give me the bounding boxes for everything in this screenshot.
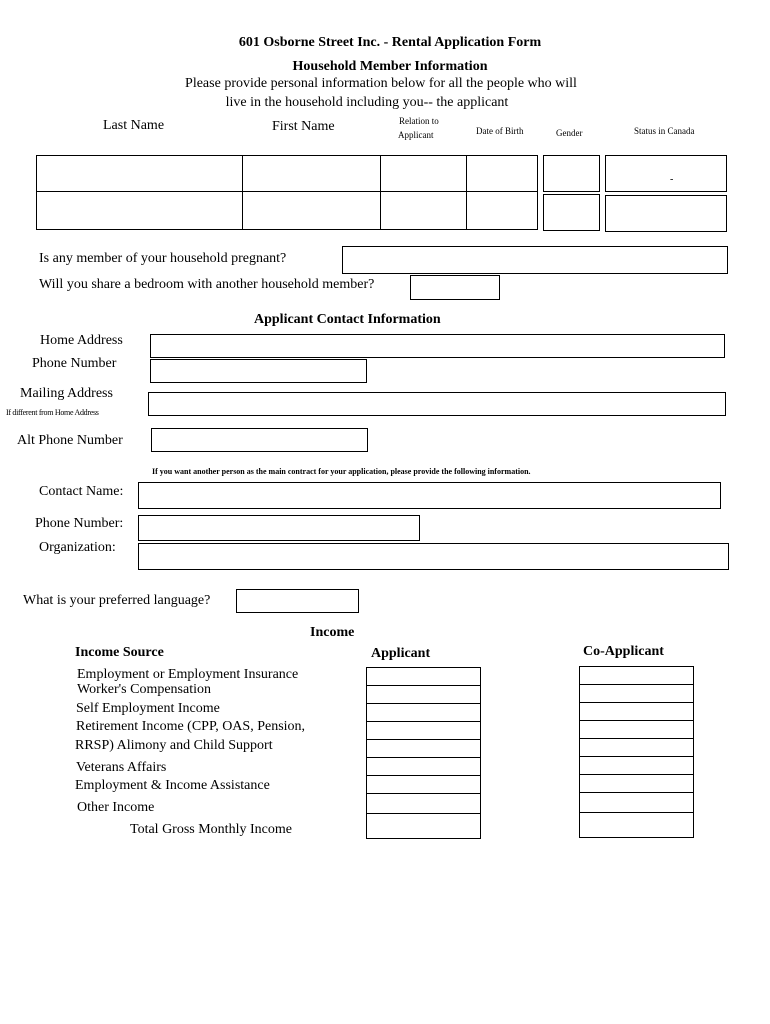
income-source-veterans: Veterans Affairs: [76, 760, 167, 775]
row1-gender-field[interactable]: [543, 155, 600, 192]
mailing-address-label: Mailing Address: [20, 386, 113, 401]
row1-last-name[interactable]: [36, 155, 243, 192]
household-heading: Household Member Information: [292, 59, 488, 74]
col-relation-line1: Relation to: [399, 116, 439, 126]
applicant-income-workers-comp[interactable]: [366, 685, 481, 704]
home-address-field[interactable]: [150, 334, 725, 358]
col-relation-line2: Applicant: [398, 130, 434, 140]
applicant-income-retirement[interactable]: [366, 721, 481, 740]
coapplicant-income-veterans[interactable]: [579, 756, 694, 775]
row2-gender-field[interactable]: [543, 194, 600, 231]
row1-status-field[interactable]: [605, 155, 727, 192]
coapplicant-income-self-employment[interactable]: [579, 702, 694, 721]
alt-phone-field[interactable]: [151, 428, 368, 452]
coapplicant-income-other[interactable]: [579, 792, 694, 813]
organization-label: Organization:: [39, 540, 116, 555]
income-source-retirement-2: RRSP) Alimony and Child Support: [75, 738, 273, 753]
contact-heading: Applicant Contact Information: [254, 312, 441, 327]
income-source-heading: Income Source: [75, 645, 164, 660]
applicant-income-assistance[interactable]: [366, 775, 481, 794]
coapplicant-heading: Co-Applicant: [583, 644, 664, 659]
contact-phone-field[interactable]: [138, 515, 420, 541]
col-gender: Gender: [556, 128, 583, 138]
mailing-address-field[interactable]: [148, 392, 726, 416]
income-heading: Income: [310, 625, 355, 640]
preferred-language-label: What is your preferred language?: [23, 593, 211, 608]
row1-status-value: -: [670, 174, 674, 185]
total-gross-income-label: Total Gross Monthly Income: [130, 822, 292, 837]
col-last-name: Last Name: [103, 118, 165, 133]
applicant-income-alimony[interactable]: [366, 739, 481, 758]
col-first-name: First Name: [272, 119, 335, 134]
row2-relation[interactable]: [380, 191, 467, 230]
income-source-workers-comp: Worker's Compensation: [77, 682, 211, 697]
contact-name-label: Contact Name:: [39, 484, 124, 499]
applicant-income-total[interactable]: [366, 813, 481, 839]
income-source-employment: Employment or Employment Insurance: [77, 667, 299, 682]
share-bedroom-field[interactable]: [410, 275, 500, 300]
row2-status-field[interactable]: [605, 195, 727, 232]
row2-date-of-birth[interactable]: [466, 191, 538, 230]
applicant-heading: Applicant: [371, 646, 431, 661]
row2-last-name[interactable]: [36, 191, 243, 230]
income-source-other: Other Income: [77, 800, 155, 815]
share-bedroom-question: Will you share a bedroom with another household member?: [39, 277, 375, 292]
row1-date-of-birth[interactable]: [466, 155, 538, 192]
coapplicant-income-assistance[interactable]: [579, 774, 694, 793]
row2-first-name[interactable]: [242, 191, 381, 230]
col-status: Status in Canada: [634, 126, 695, 136]
phone-number-label: Phone Number: [32, 356, 117, 371]
applicant-income-employment[interactable]: [366, 667, 481, 686]
page-title: 601 Osborne Street Inc. - Rental Application Form: [238, 35, 542, 50]
coapplicant-income-employment[interactable]: [579, 666, 694, 685]
coapplicant-income-workers-comp[interactable]: [579, 684, 694, 703]
coapplicant-income-retirement[interactable]: [579, 720, 694, 739]
row1-first-name[interactable]: [242, 155, 381, 192]
income-source-retirement-1: Retirement Income (CPP, OAS, Pension,: [76, 719, 306, 734]
home-address-label: Home Address: [40, 333, 123, 348]
household-instructions-1: Please provide personal information below for all the people who will: [185, 76, 577, 91]
applicant-income-veterans[interactable]: [366, 757, 481, 776]
organization-field[interactable]: [138, 543, 729, 570]
coapplicant-income-total[interactable]: [579, 812, 694, 838]
pregnant-question: Is any member of your household pregnant?: [39, 251, 287, 266]
coapplicant-income-alimony[interactable]: [579, 738, 694, 757]
other-person-note: If you want another person as the main contract for your application, please provide the following information.: [152, 467, 531, 476]
col-date-of-birth: Date of Birth: [476, 126, 524, 136]
contact-name-field[interactable]: [138, 482, 721, 509]
household-instructions-2: live in the household including you-- the applicant: [225, 95, 509, 110]
income-source-income-assistance: Employment & Income Assistance: [75, 778, 270, 793]
applicant-income-other[interactable]: [366, 793, 481, 814]
phone-number-field[interactable]: [150, 359, 367, 383]
row1-relation[interactable]: [380, 155, 467, 192]
income-source-self-employment: Self Employment Income: [76, 701, 220, 716]
mailing-address-note: If different from Home Address: [6, 408, 99, 417]
applicant-income-self-employment[interactable]: [366, 703, 481, 722]
preferred-language-field[interactable]: [236, 589, 359, 613]
contact-phone-label: Phone Number:: [35, 516, 124, 531]
pregnant-field[interactable]: [342, 246, 728, 274]
alt-phone-label: Alt Phone Number: [17, 433, 123, 448]
